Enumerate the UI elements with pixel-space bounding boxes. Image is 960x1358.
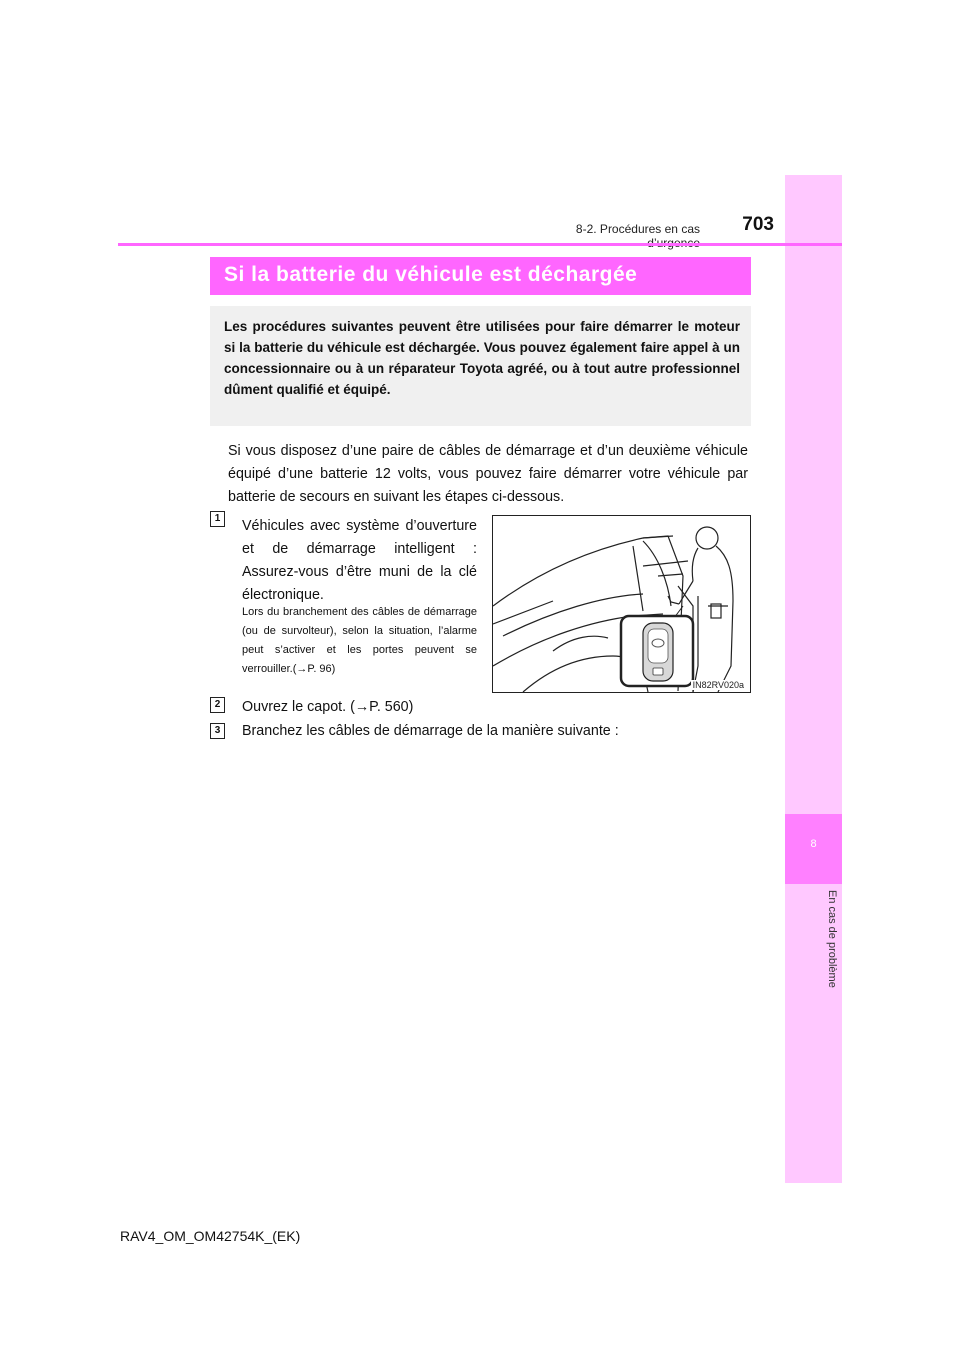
side-tab-label: En cas de problème [826, 890, 838, 988]
step-number-2: 2 [210, 697, 225, 713]
step-number-1: 1 [210, 511, 225, 527]
side-tab [785, 175, 842, 1183]
side-tab-number: 8 [810, 838, 817, 850]
step-2-text: Ouvrez le capot. (→P. 560) [242, 699, 414, 715]
header-rule [118, 243, 842, 246]
car-door-illustration [493, 516, 750, 692]
smart-key-icon [643, 623, 673, 681]
intro-box [210, 306, 751, 426]
key-illustration [492, 515, 751, 693]
page-number: 703 [742, 214, 774, 235]
step-1-note: Lors du branchement des câbles de démarrage (ou de survolteur), selon la situation, l’alarme peut s’activer et les portes peuvent se verrouiller.(→P. 96) [242, 606, 477, 675]
section-title-bar [210, 257, 751, 295]
figure-code: IN82RV020a [692, 680, 744, 690]
step-3-text: Branchez les câbles de démarrage de la manière suivante : [242, 723, 619, 739]
body-paragraph: Si vous disposez d’une paire de câbles de démarrage et d’un deuxième véhicule équipé d’une batterie 12 volts, vous pouvez faire démarrer votre véhicule par batterie de secours en suivant les étapes ci-dessous. [228, 443, 748, 505]
section-title: Si la batterie du véhicule est déchargée [224, 263, 638, 286]
intro-text: Les procédures suivantes peuvent être utilisées pour faire démarrer le moteur si la batterie du véhicule est déchargée. Vous pouvez également faire appel à un concessionnaire ou à un réparateur Toyota agréé, ou à tout autre professionnel dûment qualifié et équipé. [224, 319, 740, 397]
step-1-text: Véhicules avec système d’ouverture et de démarrage intelligent : Assurez-vous d’être muni de la clé électronique. [242, 518, 477, 603]
footer-doc-code: RAV4_OM_OM42754K_(EK) [120, 1228, 301, 1244]
section-label: 8-2. Procédures en cas [575, 222, 700, 236]
step-number-3: 3 [210, 723, 225, 739]
